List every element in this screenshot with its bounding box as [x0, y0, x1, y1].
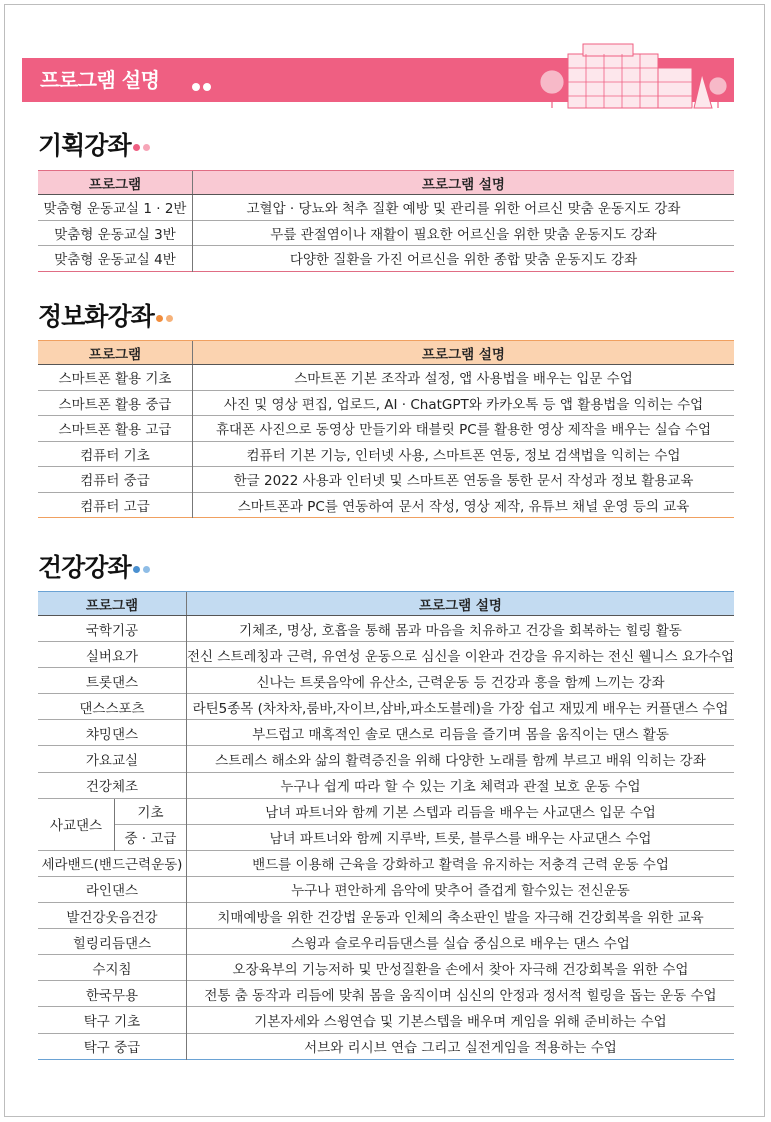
table-header-row	[38, 171, 734, 195]
table-row	[38, 467, 734, 493]
table-row	[38, 746, 734, 772]
program-name: 챠밍댄스	[38, 720, 186, 746]
program-description: 스윙과 슬로우리듬댄스를 실습 중심으로 배우는 댄스 수업	[186, 929, 734, 955]
table-row	[38, 798, 734, 824]
table-row	[38, 616, 734, 642]
digital-table	[38, 340, 734, 518]
table-row	[38, 929, 734, 955]
column-header-description: 프로그램 설명	[186, 592, 734, 616]
program-name: 세라밴드(밴드근력운동)	[38, 850, 186, 876]
column-header-description: 프로그램 설명	[193, 341, 735, 365]
table-row	[38, 694, 734, 720]
program-description: 스트레스 해소와 삶의 활력증진을 위해 다양한 노래를 함께 부르고 배워 익히는 강좌	[186, 746, 734, 772]
program-description: 남녀 파트너와 함께 지루박, 트롯, 블루스를 배우는 사교댄스 수업	[186, 824, 734, 850]
table-row	[38, 492, 734, 518]
table-row	[38, 824, 734, 850]
program-description: 전통 춤 동작과 리듬에 맞춰 몸을 움직이며 심신의 안정과 정서적 힐링을 돕는 운동 수업	[186, 981, 734, 1007]
section-title-planning	[38, 126, 153, 162]
program-sub-level: 중 · 고급	[115, 824, 187, 850]
program-sub-level: 기초	[115, 798, 187, 824]
table-row	[38, 876, 734, 902]
table-row	[38, 365, 734, 391]
program-name: 컴퓨터 기초	[38, 441, 193, 467]
section-title-text: 건강강좌	[38, 553, 131, 582]
program-description: 휴대폰 사진으로 동영상 만들기와 태블릿 PC를 활용한 영상 제작을 배우는 실습 수업	[193, 416, 735, 442]
program-name: 맞춤형 운동교실 4반	[38, 246, 193, 272]
program-description: 라틴5종목 (차차차,룸바,자이브,삼바,파소도블레)을 가장 쉽고 재밌게 배우는 커플댄스 수업	[186, 694, 734, 720]
program-description: 밴드를 이용해 근육을 강화하고 활력을 유지하는 저충격 근력 운동 수업	[186, 850, 734, 876]
program-name: 건강체조	[38, 772, 186, 798]
table-header-row	[38, 592, 734, 616]
table-row	[38, 390, 734, 416]
table-row	[38, 981, 734, 1007]
section-title-text: 정보화강좌	[38, 302, 154, 331]
program-description: 전신 스트레칭과 근력, 유연성 운동으로 심신을 이완과 건강을 유지하는 전신 웰니스 요가수업	[186, 642, 734, 668]
table-row	[38, 720, 734, 746]
building-illustration-icon	[528, 38, 728, 110]
blue-dots-icon	[133, 550, 153, 579]
program-name: 발건강웃음건강	[38, 903, 186, 929]
program-name: 스마트폰 활용 중급	[38, 390, 193, 416]
program-name: 라인댄스	[38, 876, 186, 902]
program-name: 국학기공	[38, 616, 186, 642]
column-header-program: 프로그램	[38, 592, 186, 616]
program-name: 맞춤형 운동교실 1 · 2반	[38, 195, 193, 221]
program-description: 부드럽고 매혹적인 솔로 댄스로 리듬을 즐기며 몸을 움직이는 댄스 활동	[186, 720, 734, 746]
program-description: 다양한 질환을 가진 어르신을 위한 종합 맞춤 운동지도 강좌	[193, 246, 735, 272]
program-name: 한국무용	[38, 981, 186, 1007]
program-name: 트롯댄스	[38, 668, 186, 694]
program-description: 무릎 관절염이나 재활이 필요한 어르신을 위한 맞춤 운동지도 강좌	[193, 220, 735, 246]
program-description: 스마트폰 기본 조작과 설정, 앱 사용법을 배우는 입문 수업	[193, 365, 735, 391]
pink-dots-icon	[133, 128, 153, 157]
table-row	[38, 246, 734, 272]
program-name: 스마트폰 활용 고급	[38, 416, 193, 442]
banner-title: 프로그램 설명	[40, 68, 160, 92]
program-name: 탁구 기초	[38, 1007, 186, 1033]
program-name: 수지침	[38, 955, 186, 981]
program-description: 사진 및 영상 편집, 업로드, AI · ChatGPT와 카카오톡 등 앱 활용법을 익히는 수업	[193, 390, 735, 416]
column-header-program: 프로그램	[38, 341, 193, 365]
program-description: 남녀 파트너와 함께 기본 스텝과 리듬을 배우는 사교댄스 입문 수업	[186, 798, 734, 824]
table-row	[38, 955, 734, 981]
program-name: 가요교실	[38, 746, 186, 772]
banner-dots-icon	[192, 76, 214, 95]
program-description: 누구나 쉽게 따라 할 수 있는 기초 체력과 관절 보호 운동 수업	[186, 772, 734, 798]
table-row	[38, 1033, 734, 1059]
table-row	[38, 195, 734, 221]
table-row	[38, 772, 734, 798]
program-name: 컴퓨터 고급	[38, 492, 193, 518]
program-name: 힐링리듬댄스	[38, 929, 186, 955]
program-name: 맞춤형 운동교실 3반	[38, 220, 193, 246]
table-row	[38, 903, 734, 929]
section-title-text: 기획강좌	[38, 131, 131, 160]
program-description: 컴퓨터 기본 기능, 인터넷 사용, 스마트폰 연동, 정보 검색법을 익히는 수업	[193, 441, 735, 467]
program-description: 서브와 리시브 연습 그리고 실전게임을 적용하는 수업	[186, 1033, 734, 1059]
program-description: 치매예방을 위한 건강법 운동과 인체의 축소판인 발을 자극해 건강회복을 위한 교육	[186, 903, 734, 929]
table-row	[38, 441, 734, 467]
table-row	[38, 1007, 734, 1033]
table-row	[38, 668, 734, 694]
program-name: 컴퓨터 중급	[38, 467, 193, 493]
program-name: 실버요가	[38, 642, 186, 668]
table-row	[38, 220, 734, 246]
program-description: 오장육부의 기능저하 및 만성질환을 손에서 찾아 자극해 건강회복을 위한 수업	[186, 955, 734, 981]
health-table	[38, 591, 734, 1060]
program-description: 기본자세와 스윙연습 및 기본스텝을 배우며 게임을 위해 준비하는 수업	[186, 1007, 734, 1033]
program-description: 신나는 트롯음악에 유산소, 근력운동 등 건강과 흥을 함께 느끼는 강좌	[186, 668, 734, 694]
program-description: 한글 2022 사용과 인터넷 및 스마트폰 연동을 통한 문서 작성과 정보 활용교육	[193, 467, 735, 493]
program-name: 댄스스포츠	[38, 694, 186, 720]
program-name: 탁구 중급	[38, 1033, 186, 1059]
section-title-health	[38, 548, 153, 584]
column-header-description: 프로그램 설명	[193, 171, 735, 195]
program-name: 스마트폰 활용 기초	[38, 365, 193, 391]
planning-table	[38, 170, 734, 272]
section-title-digital	[38, 297, 176, 333]
header-banner	[22, 58, 734, 102]
program-description: 스마트폰과 PC를 연동하여 문서 작성, 영상 제작, 유튜브 채널 운영 등의 교육	[193, 492, 735, 518]
program-description: 기체조, 명상, 호흡을 통해 몸과 마음을 치유하고 건강을 회복하는 힐링 활동	[186, 616, 734, 642]
table-header-row	[38, 341, 734, 365]
program-description: 누구나 편안하게 음악에 맞추어 즐겁게 할수있는 전신운동	[186, 876, 734, 902]
program-description: 고혈압 · 당뇨와 척추 질환 예방 및 관리를 위한 어르신 맞춤 운동지도 강좌	[193, 195, 735, 221]
table-row	[38, 850, 734, 876]
table-row	[38, 416, 734, 442]
orange-dots-icon	[156, 299, 176, 328]
column-header-program: 프로그램	[38, 171, 193, 195]
table-row	[38, 642, 734, 668]
program-name: 사교댄스	[38, 798, 115, 850]
